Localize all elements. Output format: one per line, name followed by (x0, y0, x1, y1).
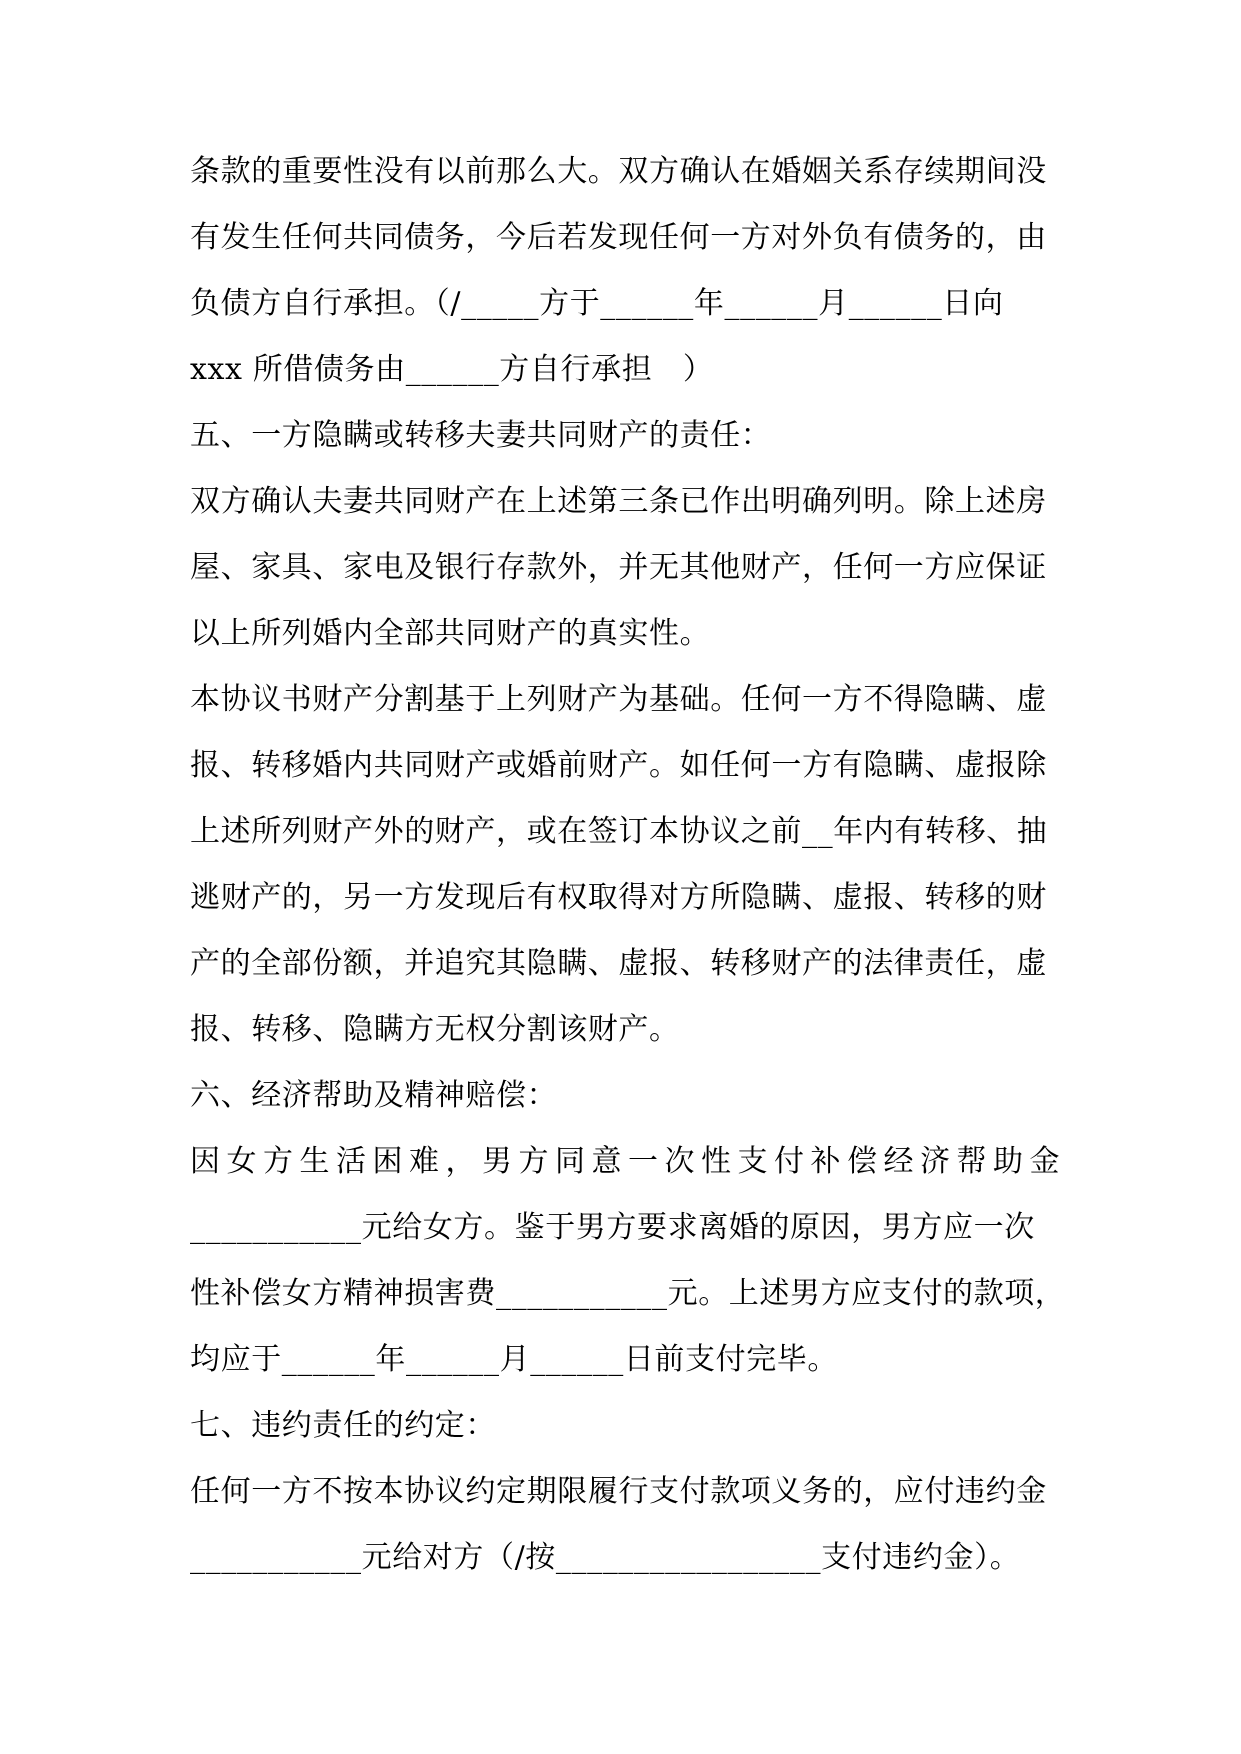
paragraph-line: 任何一方不按本协议约定期限履行支付款项义务的，应付违约金 (190, 1474, 1047, 1509)
paragraph-line: 报、转移婚内共同财产或婚前财产。如任何一方有隐瞒、虚报除 (190, 748, 1047, 783)
section-heading: 五、一方隐瞒或转移夫妻共同财产的责任： (190, 418, 772, 453)
paragraph-line: 负债方自行承担。（/_____方于______年______月______日向 (190, 286, 1004, 321)
paragraph-line: 屋、家具、家电及银行存款外，并无其他财产，任何一方应保证 (190, 550, 1047, 585)
paragraph-line: 有发生任何共同债务，今后若发现任何一方对外负有债务的，由 (190, 220, 1047, 255)
paragraph-line: 上述所列财产外的财产，或在签订本协议之前__年内有转移、抽 (190, 814, 1048, 849)
paragraph-line: 本协议书财产分割基于上列财产为基础。任何一方不得隐瞒、虚 (190, 682, 1047, 717)
paragraph-line: 逃财产的，另一方发现后有权取得对方所隐瞒、虚报、转移的财 (190, 880, 1047, 915)
section-heading: 七、违约责任的约定： (190, 1408, 496, 1443)
paragraph-line: ___________元给女方。鉴于男方要求离婚的原因，男方应一次 (190, 1210, 1035, 1245)
paragraph-line: ___________元给对方（/按_________________支付违约金）。 (190, 1540, 1021, 1575)
paragraph-line: 因女方生活困难，男方同意一次性支付补偿经济帮助金 (190, 1144, 1066, 1179)
section-heading: 六、经济帮助及精神赔偿： (190, 1078, 558, 1113)
paragraph-line: 条款的重要性没有以前那么大。双方确认在婚姻关系存续期间没 (190, 154, 1047, 189)
paragraph-line: 性补偿女方精神损害费___________元。上述男方应支付的款项， (190, 1276, 1066, 1311)
paragraph-line: xxx 所借债务由______方自行承担 ） (190, 352, 714, 387)
paragraph-line: 双方确认夫妻共同财产在上述第三条已作出明确列明。除上述房 (190, 484, 1047, 519)
paragraph-line: 以上所列婚内全部共同财产的真实性。 (190, 616, 711, 651)
paragraph-line: 报、转移、隐瞒方无权分割该财产。 (190, 1012, 680, 1047)
paragraph-line: 均应于______年______月______日前支付完毕。 (190, 1342, 838, 1377)
paragraph-line: 产的全部份额，并追究其隐瞒、虚报、转移财产的法律责任，虚 (190, 946, 1047, 981)
